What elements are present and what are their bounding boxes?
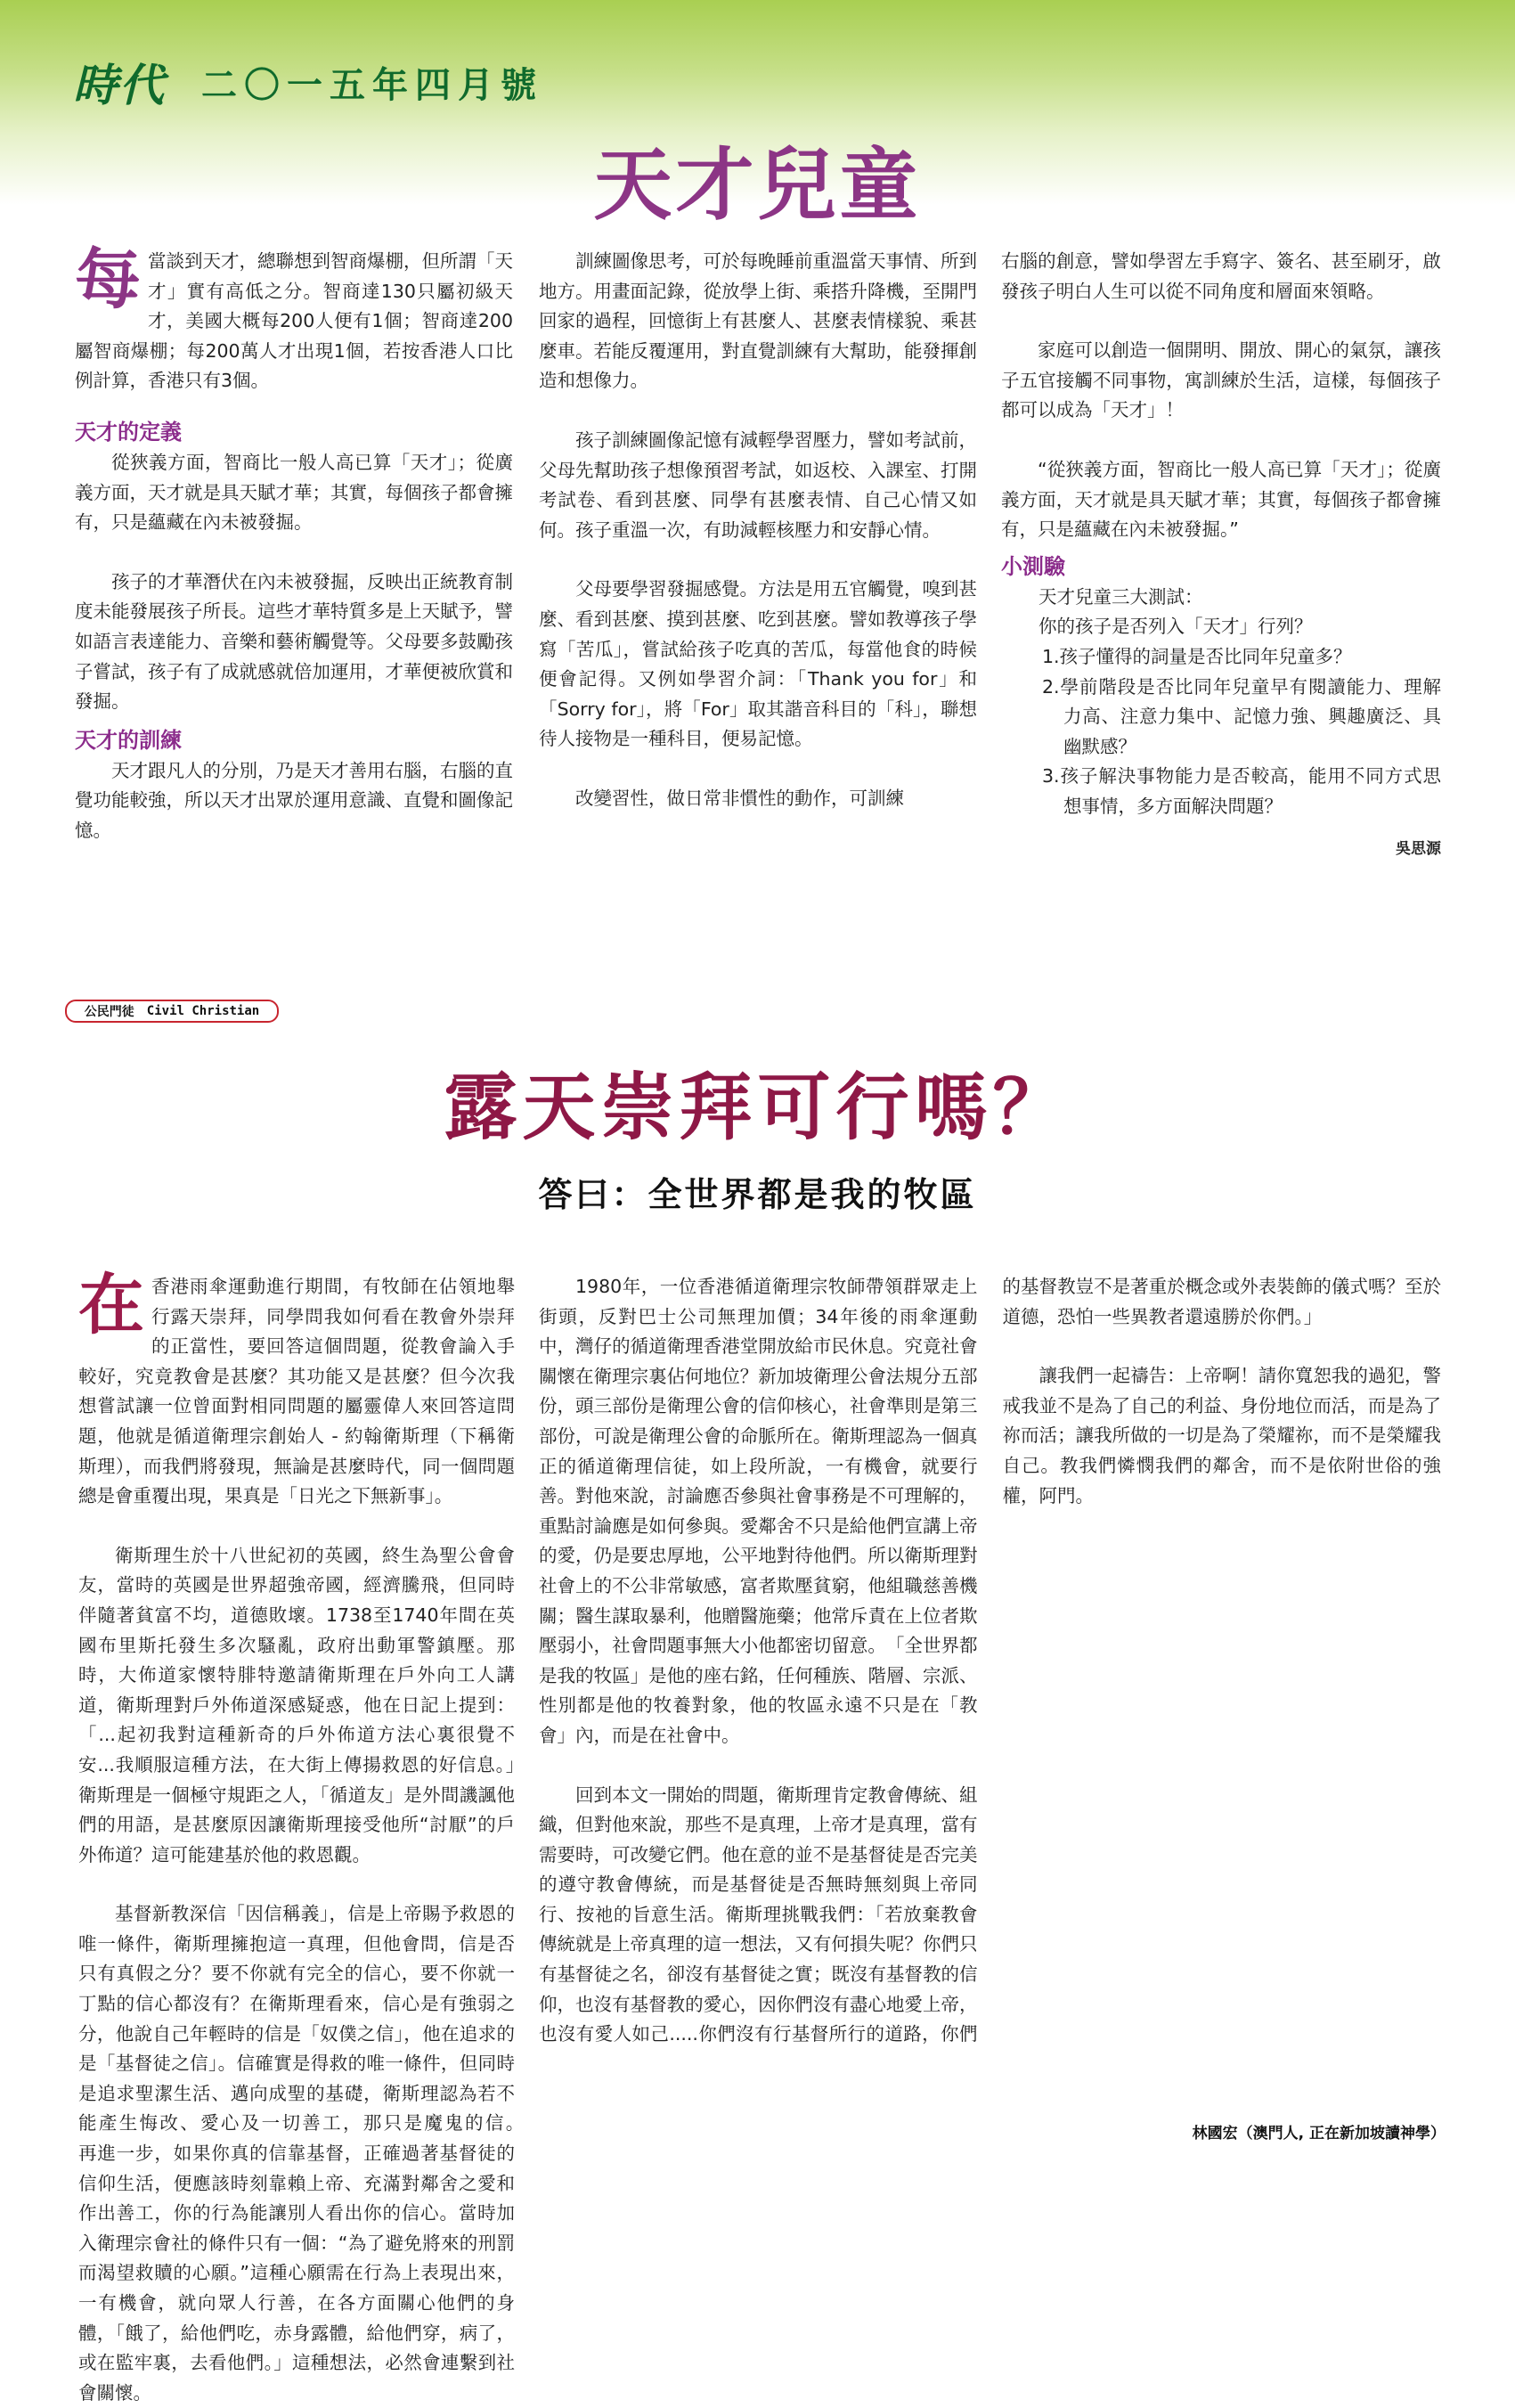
quiz-question: 你的孩子是否列入「天才」行列？ xyxy=(1039,616,1313,638)
article1-column-1 xyxy=(75,241,513,846)
quiz-heading: 小測驗 xyxy=(1001,553,1065,579)
paragraph: 從狹義方面，智商比一般人高已算「天才」；從廣義方面，天才就是具天賦才華；其實，每個孩子都會擁有，只是蘊藏在內未被發掘。 xyxy=(75,451,513,534)
article2-title: 露天崇拜可行嗎？ xyxy=(444,1065,1071,1150)
paragraph: 孩子的才華潛伏在內未被發掘，反映出正統教育制度未能發展孩子所長。這些才華特質多是上天賦予，譬如語言表達能力、音樂和藝術觸覺等。父母要多鼓勵孩子嘗試，孩子有了成就感就倍加運用，才華便被欣賞和發掘。 xyxy=(75,570,513,713)
paragraph: 讓我們一起禱告：上帝啊！請你寬恕我的過犯，警戒我並不是為了自己的利益、身份地位而活，而是為了祢而活；讓我所做的一切是為了榮耀祢，而不是榮耀我自己。教我們憐憫我們的鄰舍，而不是依附世俗的強權，阿門。 xyxy=(1002,1365,1441,1506)
paragraph: 衛斯理生於十八世紀初的英國，終生為聖公會會友，當時的英國是世界超強帝國，經濟騰飛，但同時伴隨著貧富不均，道德敗壞。1738至1740年間在英國布里斯托發生多次騷亂，政府出動軍警鎮壓。那時，大佈道家懷特腓特邀請衛斯理在戶外向工人講道，衛斯理對戶外佈道深感疑惑，他在日記上提到：「...起初我對這種新奇的戶外佈道方法心裏很覺不安...我順服這種方法，在大街上傳揚救恩的好信息。」 衛斯理是一個極守規距之人，「循道友」是外間譏諷他們的用語，是甚麼原因讓衛斯理接受他所“討厭”的戶外佈道？這可能建基於他的救恩觀。 xyxy=(78,1544,534,1865)
paragraph: 右腦的創意，譬如學習左手寫字、簽名、甚至刷牙，啟發孩子明白人生可以從不同角度和層面來領略。 xyxy=(1001,250,1441,302)
paragraph: 家庭可以創造一個開明、開放、開心的氣氛，讓孩子五官接觸不同事物，寓訓練於生活，這樣，每個孩子都可以成為「天才」！ xyxy=(1001,339,1441,421)
section-tag xyxy=(65,1000,279,1023)
article2-subtitle: 答曰：全世界都是我的牧區 xyxy=(538,1175,977,1214)
paragraph: 改變習性，做日常非慣性的動作，可訓練 xyxy=(575,787,904,809)
section-tag-zh: 公民門徒 xyxy=(84,1005,134,1019)
intro-text: 當談到天才，總聯想到智商爆棚，但所謂「天才」實有高低之分。智商達130只屬初級天才，美國大概每200人便有1個；智商達200屬智商爆棚；每200萬人才出現1個，若按香港人口比例計算，香港只有3個。 xyxy=(75,250,513,392)
article1-author: 吳思源 xyxy=(1396,839,1441,858)
section-tag-en: Civil Christian xyxy=(146,1004,260,1018)
section-heading: 天才的訓練 xyxy=(75,727,182,753)
magazine-brand: 時代 xyxy=(73,59,166,111)
article1-column-3 xyxy=(1001,247,1441,864)
quiz-item: 2.學前階段是否比同年兒童早有閱讀能力、理解力高、注意力集中、記憶力強、興趣廣泛、具幽默感？ xyxy=(1042,675,1441,757)
issue-date: 二〇一五年四月號 xyxy=(201,64,543,106)
paragraph: 訓練圖像思考，可於每晚睡前重溫當天事情、所到地方。用畫面記錄，從放學上街、乘搭升降機，至開門回家的過程，回憶街上有甚麼人、甚麼表情樣貌、乘甚麼車。若能反覆運用，對直覺訓練有大幫助，能發揮創造和想像力。 xyxy=(539,250,977,392)
section-heading: 天才的定義 xyxy=(75,419,182,445)
intro-text: 香港雨傘運動進行期間，有牧師在佔領地舉行露天崇拜，同學問我如何看在教會外崇拜的正當性，要回答這個問題，從教會論入手較好，究竟教會是甚麼？其功能又是甚麼？但今次我想嘗試讓一位曾面對相同問題的屬靈偉人來回答這問題，他就是循道衛理宗創始人 - 約翰衛斯理（下稱衛斯理），而我們將發現，無論是甚麼時代，同一個問題總是會重覆出現，果真是「日光之下無新事」。 xyxy=(78,1276,515,1507)
article1-intro xyxy=(75,241,513,396)
masthead xyxy=(73,55,543,109)
paragraph xyxy=(78,1267,515,1512)
article2-column-1 xyxy=(78,1267,551,2404)
paragraph: 基督新教深信「因信稱義」，信是上帝賜予救恩的唯一條件，衛斯理擁抱這一真理，但他會問，信是否只有真假之分？要不你就有完全的信心，要不你就一丁點的信心都沒有？在衛斯理看來，信心是有強弱之分，他說自己年輕時的信是「奴僕之信」，他在追求的是「基督徒之信」。信確實是得救的唯一條件，但同時是追求聖潔生活、邁向成聖的基礎，衛斯理認為若不能產生悔改、愛心及一切善工，那只是魔鬼的信。 再進一步，如果你真的信靠基督，正確過著基督徒的信仰生活，便應該時刻靠賴上帝、充滿對鄰舍之愛和作出善工，你的行為能讓別人看出你的信心。當時加入衛理宗會社的條件只有一個：“為了避免將來的刑罰而渴望救贖的心願。”這種心願需在行為上表現出來，一有機會，就向眾人行善，在各方面關心他們的身體，「餓了，給他們吃，赤身露體，給他們穿，病了，或在監牢裏，去看他們。」這種想法，必然會連繫到社會關懷。 xyxy=(78,1903,551,2404)
drop-cap: 在 xyxy=(78,1267,144,1343)
quiz-item: 3.孩子解決事物能力是否較高，能用不同方式思想事情，多方面解決問題？ xyxy=(1042,765,1441,817)
paragraph: 天才跟凡人的分別，乃是天才善用右腦，右腦的直覺功能較強，所以天才出眾於運用意識、直覺和圖像記憶。 xyxy=(75,759,513,841)
paragraph: 回到本文一開始的問題，衛斯理肯定教會傳統、組織，但對他來說，那些不是真理，上帝才是真理，當有需要時，可改變它們。他在意的並不是基督徒是否完美的遵守教會傳統，而是基督徒是否無時無刻與上帝同行、按祂的旨意生活。衛斯理挑戰我們：「若放棄教會傳統就是上帝真理的這一想法，又有何損失呢？你們只有基督徒之名，卻沒有基督徒之實；既沒有基督教的信仰，也沒有基督教的愛心，因你們沒有盡心地愛上帝，也沒有愛人如己.....你們沒有行基督所行的道路，你們的基督教豈不是著重於概念或外表裝飾的儀式嗎？至於道德，恐怕一些異教者還遠勝於你們。」 xyxy=(539,1276,1441,2045)
paragraph: 父母要學習發掘感覺。方法是用五官觸覺，嗅到甚麼、看到甚麼、摸到甚麼、吃到甚麼。譬如教導孩子學寫「苦瓜」，嘗試給孩子吃真的苦瓜，每當他食的時候便會記得。又例如學習介詞：「Thank you for」和「Sorry for」，將「For」取其諧音科目的「科」，聯想待人接物是一種科目，便易記憶。 xyxy=(539,578,977,750)
quiz xyxy=(1001,583,1441,822)
article2-author: 林國宏（澳門人, 正在新加坡讀神學） xyxy=(1192,2125,1446,2143)
quiz-item: 1.孩子懂得的詞量是否比同年兒童多？ xyxy=(1042,645,1352,667)
article2-columns-2-3 xyxy=(539,1272,1441,2101)
quiz-intro: 天才兒童三大測試： xyxy=(1039,585,1203,608)
paragraph: “從狹義方面，智商比一般人高已算「天才」；從廣義方面，天才就是具天賦才華；其實，每個孩子都會擁有，只是蘊藏在內未被發掘。” xyxy=(1001,458,1441,541)
drop-cap: 每 xyxy=(75,241,141,318)
article1-title: 天才兒童 xyxy=(593,139,922,231)
paragraph: 1980年，一位香港循道衛理宗牧師帶領群眾走上街頭，反對巴士公司無理加價；34年後的雨傘運動中，灣仔的循道衛理香港堂開放給市民休息。究竟社會關懷在衛理宗裏佔何地位？新加坡衛理公會法規分五部份，頭三部份是衛理公會的信仰核心，社會準則是第三部份，可說是衛理公會的命脈所在。衛斯理認為一個真正的循道衛理信徒，如上段所說，一有機會，就要行善。對他來說，討論應否參與社會事務是不可理解的，重點討論應是如何參與。愛鄰舍不只是給他們宣講上帝的愛，仍是要忠厚地，公平地對待他們。所以衛斯理對社會上的不公非常敏感，富者欺壓貧窮，他組職慈善機關；醫生謀取暴利，他贈醫施藥；他常斥責在上位者欺壓弱小，社會問題事無大小他都密切留意。 「全世界都是我的牧區」是他的座右銘，任何種族、階層、宗派、性別都是他的牧養對象，他的牧區永遠不只是在「教會」內，而是在社會中。 xyxy=(539,1276,978,1746)
article1-column-2 xyxy=(539,247,977,814)
paragraph: 孩子訓練圖像記憶有減輕學習壓力，譬如考試前，父母先幫助孩子想像預習考試，如返校、入課室、打開考試卷、看到甚麼、同學有甚麼表情、自己心情又如何。孩子重溫一次，有助減輕核壓力和安靜心情。 xyxy=(539,429,977,541)
